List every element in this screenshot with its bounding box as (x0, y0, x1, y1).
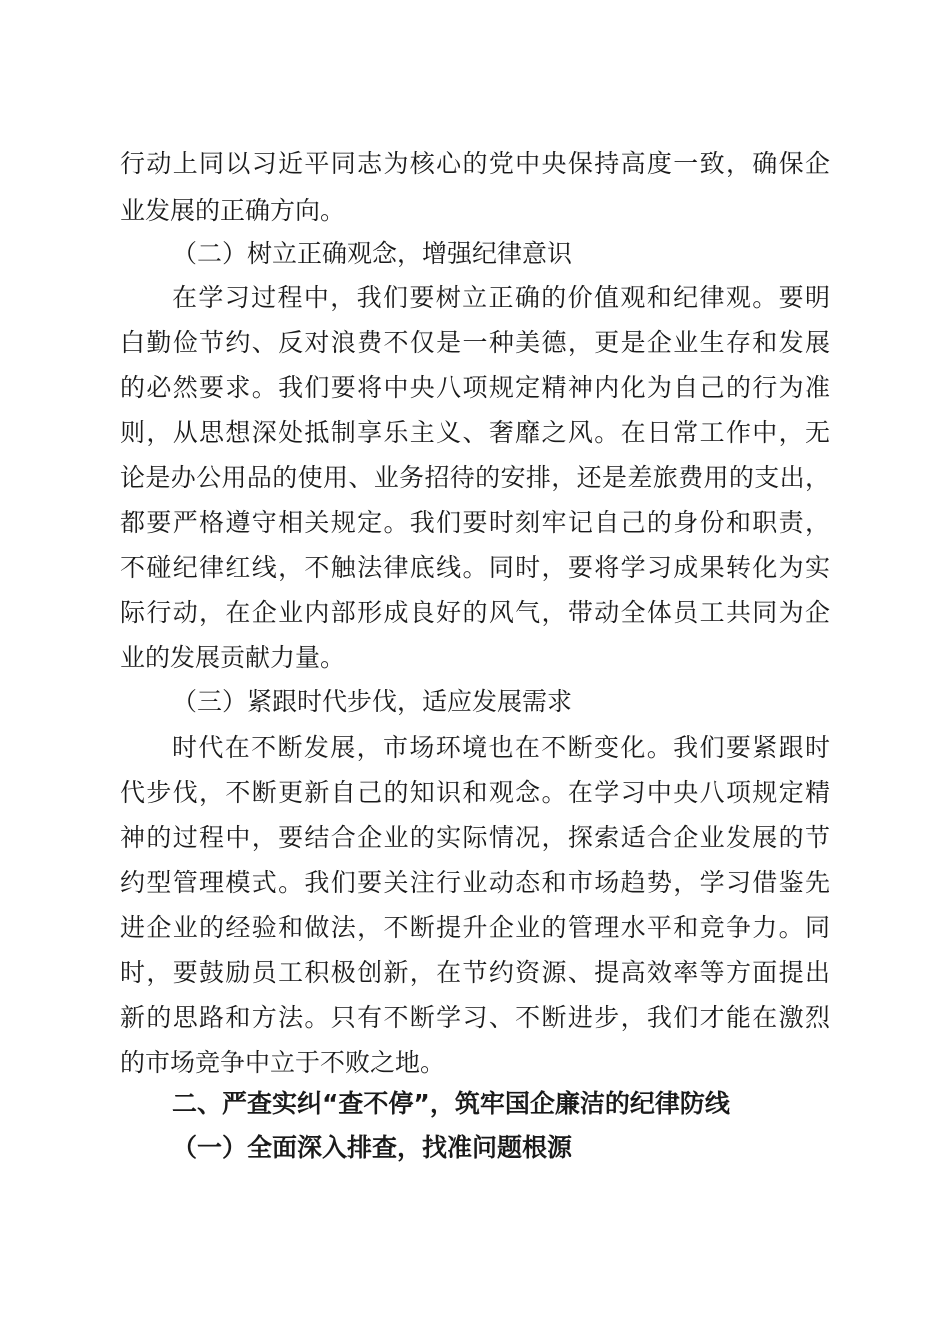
paragraph-line: 神的过程中，要结合企业的实际情况，探索适合企业发展的节 (120, 823, 830, 852)
paragraph-line: 新的思路和方法。只有不断学习、不断进步，我们才能在激烈 (120, 1003, 830, 1032)
paragraph-line: 则，从思想深处抵制享乐主义、奢靡之风。在日常工作中，无 (120, 418, 830, 447)
paragraph-line: 行动上同以习近平同志为核心的党中央保持高度一致，确保企 (120, 149, 830, 178)
paragraph-line: 都要严格遵守相关规定。我们要时刻牢记自己的身份和职责， (120, 508, 830, 537)
paragraph-line: 际行动，在企业内部形成良好的风气，带动全体员工共同为企 (120, 598, 830, 627)
paragraph-line: 白勤俭节约、反对浪费不仅是一种美德，更是企业生存和发展 (120, 328, 830, 357)
paragraph-line: 时，要鼓励员工积极创新，在节约资源、提高效率等方面提出 (120, 958, 830, 987)
section-heading: 二、严查实纠“查不停”，筑牢国企廉洁的纪律防线 (172, 1089, 730, 1118)
paragraph-line: 论是办公用品的使用、业务招待的安排，还是差旅费用的支出， (120, 463, 830, 492)
paragraph-line: 约型管理模式。我们要关注行业动态和市场趋势，学习借鉴先 (120, 868, 830, 897)
paragraph-line: 的市场竞争中立于不败之地。 (120, 1048, 446, 1077)
paragraph-line: 进企业的经验和做法，不断提升企业的管理水平和竞争力。同 (120, 913, 830, 942)
paragraph-line: 在学习过程中，我们要树立正确的价值观和纪律观。要明 (172, 283, 830, 312)
paragraph-line: 的必然要求。我们要将中央八项规定精神内化为自己的行为准 (120, 373, 830, 402)
paragraph-line: 代步伐，不断更新自己的知识和观念。在学习中央八项规定精 (120, 778, 830, 807)
subsection-heading: （二）树立正确观念，增强纪律意识 (172, 239, 573, 268)
paragraph-line: 业发展的正确方向。 (120, 196, 346, 225)
paragraph-line: 不碰纪律红线，不触法律底线。同时，要将学习成果转化为实 (120, 553, 830, 582)
subsection-heading: （三）紧跟时代步伐，适应发展需求 (172, 687, 573, 716)
paragraph-line: 业的发展贡献力量。 (120, 643, 346, 672)
paragraph-line: 时代在不断发展，市场环境也在不断变化。我们要紧跟时 (172, 733, 830, 762)
subsection-heading: （一）全面深入排查，找准问题根源 (172, 1133, 573, 1162)
